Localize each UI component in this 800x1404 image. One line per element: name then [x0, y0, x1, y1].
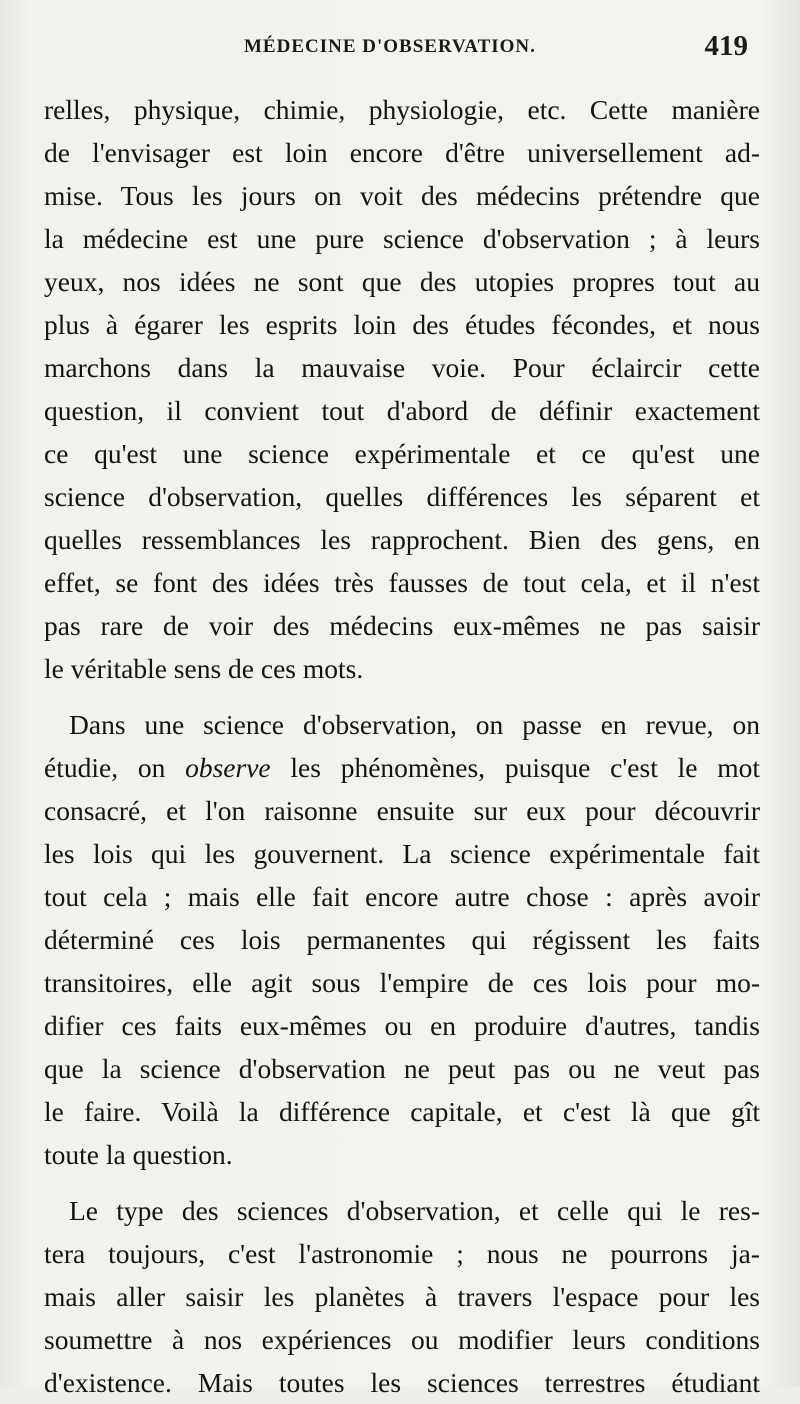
page-number: 419 — [704, 30, 748, 62]
text-line: consacré, et l'on raisonne ensuite sur eux pour découvrir — [44, 795, 760, 826]
text-line: Le type des sciences d'observation, et celle qui le res- — [69, 1195, 760, 1226]
text-fragment: les phénomènes, puisque c'est le mot — [270, 752, 760, 783]
text-line: pas rare de voir des médecins eux-mêmes ne pas saisir — [44, 610, 760, 641]
text-line: science d'observation, quelles différences les séparent et — [44, 481, 760, 512]
body-text — [44, 88, 760, 1404]
text-line: soumettre à nos expériences ou modifier leurs conditions — [44, 1324, 760, 1355]
text-line: tera toujours, c'est l'astronomie ; nous ne pourrons ja- — [44, 1238, 760, 1269]
text-line: que la science d'observation ne peut pas ou ne veut pas — [44, 1053, 760, 1084]
text-line: marchons dans la mauvaise voie. Pour éclaircir cette — [44, 352, 760, 383]
text-line: relles, physique, chimie, physiologie, etc. Cette manière — [44, 94, 760, 125]
text-line: ce qu'est une science expérimentale et ce qu'est une — [44, 438, 760, 469]
text-line: effet, se font des idées très fausses de tout cela, et il n'est — [44, 567, 760, 598]
text-line: difier ces faits eux-mêmes ou en produire d'autres, tandis — [44, 1010, 760, 1041]
text-line: le faire. Voilà la différence capitale, et c'est là que gît — [44, 1096, 760, 1127]
text-line: quelles ressemblances les rapprochent. Bien des gens, en — [44, 524, 760, 555]
running-title: MÉDECINE D'OBSERVATION. — [244, 36, 536, 57]
text-line: la médecine est une pure science d'observation ; à leurs — [44, 223, 760, 254]
text-line: transitoires, elle agit sous l'empire de ces lois pour mo- — [44, 967, 760, 998]
text-line: déterminé ces lois permanentes qui régissent les faits — [44, 924, 760, 955]
text-line: toute la question. — [44, 1139, 233, 1170]
paragraph-2 — [44, 703, 760, 1176]
text-line: d'existence. Mais toutes les sciences terrestres étudiant — [44, 1367, 760, 1398]
text-line: le véritable sens de ces mots. — [44, 653, 364, 684]
text-line — [44, 746, 760, 789]
text-line: yeux, nos idées ne sont que des utopies propres tout au — [44, 266, 760, 297]
paragraph-1 — [44, 88, 760, 690]
italic-word: observe — [185, 752, 271, 783]
text-line: plus à égarer les esprits loin des études fécondes, et nous — [44, 309, 760, 340]
text-fragment: étudie, on — [44, 752, 186, 783]
text-line: mise. Tous les jours on voit des médecins prétendre que — [44, 180, 760, 211]
page-header — [44, 30, 760, 70]
text-line: question, il convient tout d'abord de définir exactement — [44, 395, 760, 426]
text-line: les lois qui les gouvernent. La science expérimentale fait — [44, 838, 760, 869]
text-line: de l'envisager est loin encore d'être universellement ad- — [44, 137, 760, 168]
text-line: mais aller saisir les planètes à travers l'espace pour les — [44, 1281, 760, 1312]
paragraph-3 — [44, 1189, 760, 1404]
text-line: Dans une science d'observation, on passe en revue, on — [69, 709, 760, 740]
text-line: tout cela ; mais elle fait encore autre chose : après avoir — [44, 881, 760, 912]
